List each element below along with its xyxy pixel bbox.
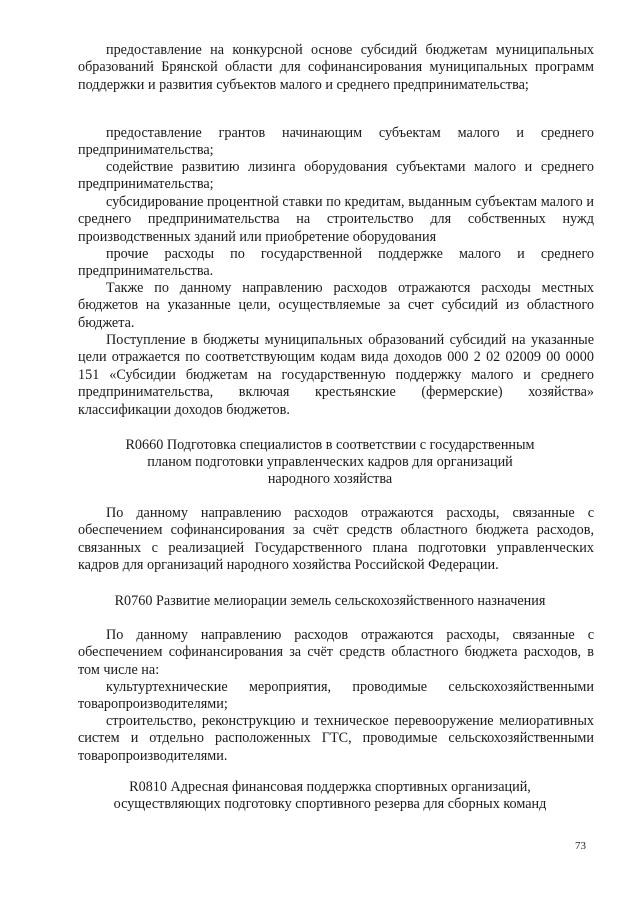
- paragraph-revenue-codes: Поступление в бюджеты муниципальных образований субсидий на указанные цели отражается по соответствующим кодам вида доходов 000 2 02 02009 00 0000 151 «Субсидии бюджетам на государственную поддержку малого и среднего предпринимательства, включая крестьянские (фермерские) хозяйства» классификации доходов бюджетов.: [78, 332, 594, 418]
- paragraph-r0660-description: По данному направлению расходов отражаются расходы, связанные с обеспечением софинансирования за счёт средств областного бюджета расходов, связанных с реализацией Государственного плана подготовки управленческих кадров для организаций народного хозяйства Российской Федерации.: [78, 505, 594, 574]
- heading-r0810-line-1: R0810 Адресная финансовая поддержка спортивных организаций,: [129, 779, 531, 795]
- paragraph-cultural-technical: культуртехнические мероприятия, проводимые сельскохозяйственными товаропроизводителями;: [78, 679, 594, 713]
- section-heading-r0760: R0760 Развитие мелиорации земель сельскохозяйственного назначения: [114, 593, 546, 609]
- page-number: 73: [575, 840, 586, 852]
- paragraph-interest-subsidy: субсидирование процентной ставки по кредитам, выданным субъектам малого и среднего предпринимательства на строительство для собственных нужд производственных зданий или приобретение оборудования: [78, 194, 594, 245]
- paragraph-local-budgets: Также по данному направлению расходов отражаются расходы местных бюджетов на указанные цели, осуществляемые за счет субсидий из областного бюджета.: [78, 280, 594, 331]
- paragraph-other-expenses: прочие расходы по государственной поддержке малого и среднего предпринимательства.: [78, 246, 594, 280]
- paragraph-r0760-description: По данному направлению расходов отражаются расходы, связанные с обеспечением софинансирования за счёт средств областного бюджета расходов, в том числе на:: [78, 627, 594, 678]
- paragraph-grants-startups: предоставление грантов начинающим субъектам малого и среднего предпринимательства;: [78, 125, 594, 159]
- heading-r0660-line-1: R0660 Подготовка специалистов в соответствии с государственным: [125, 437, 535, 453]
- heading-r0660-line-3: народного хозяйства: [267, 471, 393, 487]
- paragraph-subsidies-municipal: предоставление на конкурсной основе субсидий бюджетам муниципальных образований Брянской области для софинансирования муниципальных программ поддержки и развития субъектов малого и среднего предпринимательства;: [78, 42, 594, 93]
- paragraph-construction: строительство, реконструкцию и техническое перевооружение мелиоративных систем и отдельно расположенных ГТС, проводимые сельскохозяйственными товаропроизводителями.: [78, 713, 594, 764]
- heading-r0810-line-2: осуществляющих подготовку спортивного резерва для сборных команд: [113, 796, 547, 812]
- heading-r0660-line-2: планом подготовки управленческих кадров для организаций: [147, 454, 513, 470]
- paragraph-leasing: содействие развитию лизинга оборудования субъектами малого и среднего предпринимательства;: [78, 159, 594, 193]
